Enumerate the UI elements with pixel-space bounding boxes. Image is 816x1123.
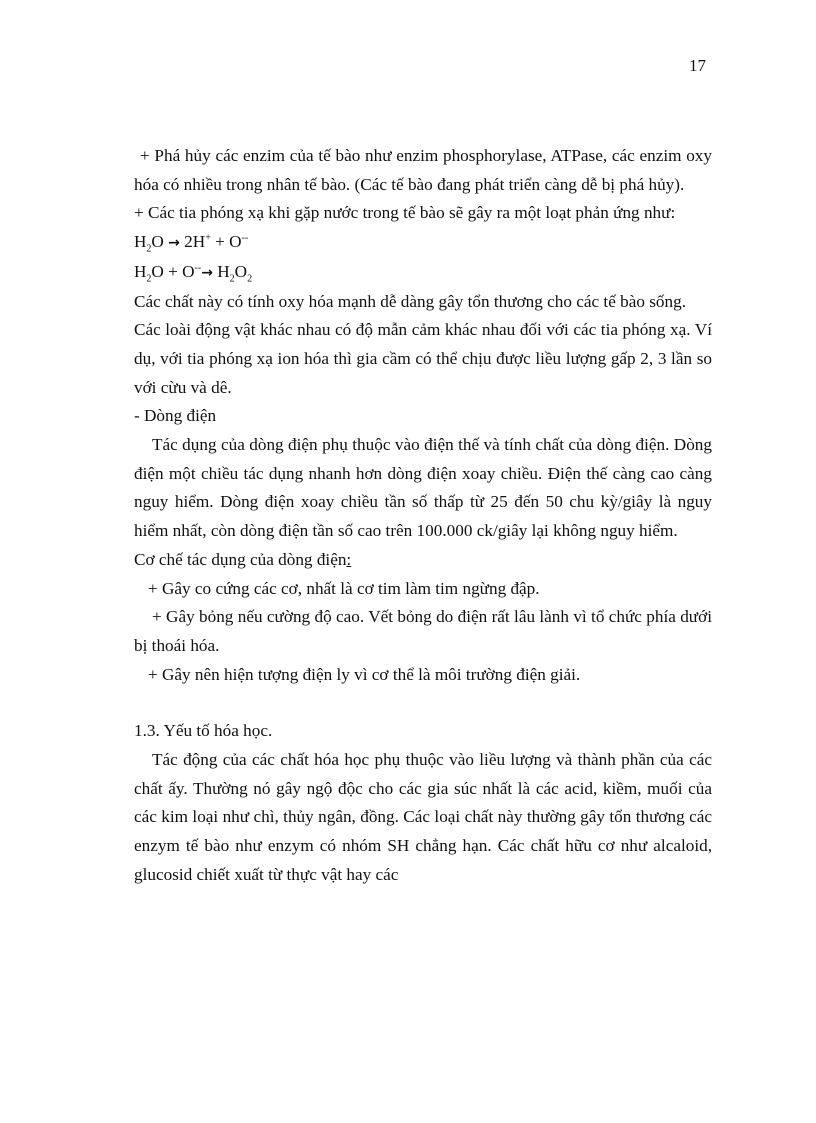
bullet-muscle-contraction: + Gây co cứng các cơ, nhất là cơ tim làm tim ngừng đập.: [148, 578, 540, 598]
bullet-burns: + Gây bỏng nếu cường độ cao. Vết bỏng do điện rất lâu lành vì tổ chức phía dưới bị thoái hóa.: [134, 607, 712, 655]
paragraph-oxidation: Các chất này có tính oxy hóa mạnh dễ dàng gây tổn thương cho các tế bào sống.: [134, 291, 687, 311]
paragraph-radiation-water: + Các tia phóng xạ khi gặp nước trong tế bào sẽ gây ra một loạt phản ứng như:: [134, 203, 676, 223]
paragraph-mechanism: Cơ chế tác dụng của dòng điện:: [134, 549, 352, 569]
page-number: 17: [689, 56, 706, 75]
subheading-electric-current: - Dòng điện: [134, 406, 217, 426]
bullet-electrolysis: + Gây nên hiện tượng điện ly vì cơ thể là môi trường điện giải.: [148, 664, 581, 684]
section-heading-chemical: 1.3. Yếu tố hóa học.: [134, 721, 273, 741]
arrow-icon: →: [168, 235, 180, 252]
paragraph-sensitivity: Các loài động vật khác nhau có độ mẫn cảm khác nhau đối với các tia phóng xạ. Ví dụ, với tia phóng xạ ion hóa thì gia cầm có thể chịu được liều lượng gấp 2, 3 lần so với cừu và dê.: [134, 320, 712, 397]
arrow-icon: →: [201, 264, 213, 281]
page-body: [134, 142, 712, 890]
equation-water-ionization: $H_2O \to 2H^+ + O^{--}$: [134, 232, 249, 255]
equation-peroxide: $H_2O + O^{--}\to H_2O_2$: [134, 261, 253, 285]
paragraph-enzyme-damage: + Phá hủy các enzim của tế bào như enzim phosphorylase, ATPase, các enzim oxy hóa có nhiều trong nhân tế bào. (Các tế bào đang phát triển càng dễ bị phá hủy).: [134, 146, 712, 194]
paragraph-current-effects: Tác dụng của dòng điện phụ thuộc vào điện thế và tính chất của dòng điện. Dòng điện một chiều tác dụng nhanh hơn dòng điện xoay chiều. Điện thế càng cao càng nguy hiểm. Dòng điện xoay chiều tần số thấp từ 25 đến 50 chu kỳ/giây là nguy hiểm nhất, còn dòng điện tần số cao trên 100.000 ck/giây lại không nguy hiểm.: [134, 435, 712, 541]
paragraph-chemical-effects: Tác động của các chất hóa học phụ thuộc vào liều lượng và thành phần của các chất ấy. Thường nó gây ngộ độc cho các gia súc nhất là các acid, kiềm, muối của các kim loại như chì, thủy ngân, đồng. Các loại chất này thường gây tổn thương các enzym tế bào như enzym có nhóm SH chẳng hạn. Các chất hữu cơ như alcaloid, glucosid chiết xuất từ thực vật hay các: [134, 750, 712, 884]
